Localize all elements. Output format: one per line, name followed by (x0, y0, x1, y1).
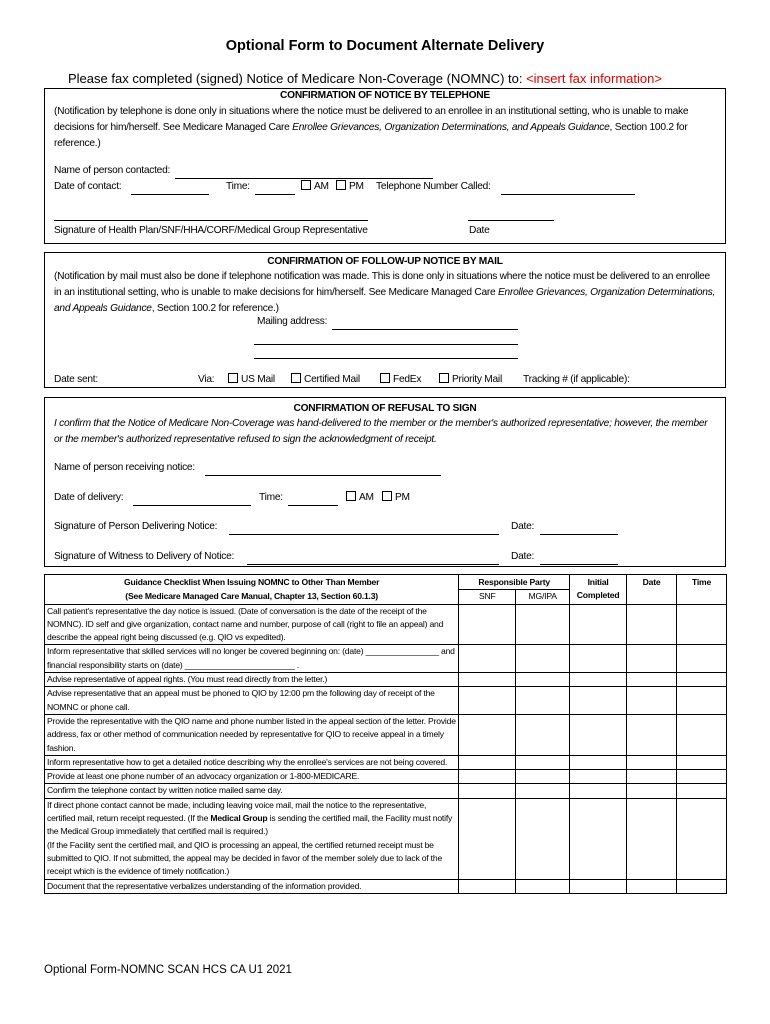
fedex-option[interactable]: FedEx (380, 372, 421, 388)
snf-cell[interactable] (459, 714, 516, 755)
initial-cell[interactable] (570, 798, 627, 879)
witness-signature-label: Signature of Witness to Delivery of Notice: (54, 551, 235, 562)
date-header: Date (627, 575, 677, 605)
page-title: Optional Form to Document Alternate Delivery (225, 38, 545, 54)
witness-date-field[interactable] (540, 564, 618, 565)
us-mail-checkbox[interactable] (228, 373, 238, 383)
delivery-time-field[interactable] (288, 505, 338, 506)
delivery-time-label: Time: (259, 492, 283, 503)
telephone-paragraph: (Notification by telephone is done only in situations where the notice must be delivered to an enrollee in an institutional setting, who is unable to make decisions for him/herself. See Medicare Managed Care Enrollee Grievances, Organization Determinations, and Appeals Guidance, Section 100.2 for reference.) (54, 106, 689, 149)
phone-called-field[interactable] (501, 194, 635, 195)
table-row (45, 645, 727, 673)
time-cell[interactable] (677, 784, 727, 798)
time-cell[interactable] (677, 798, 727, 879)
date-cell[interactable] (627, 645, 677, 673)
mg-cell[interactable] (516, 798, 570, 879)
time-cell[interactable] (677, 604, 727, 645)
table-row (45, 714, 727, 755)
signature-date-field[interactable] (468, 220, 554, 221)
pm-option[interactable]: PM (336, 179, 364, 195)
refusal-section (44, 397, 726, 567)
row-text: Call patient's representative the day notice is issued. (Date of conversation is the date of the receipt of the NOMNC). ID self and give organization, contact name and number, purpose of call (right to file an appeal) and describe the appeal right being discussed (e.g. QIO vs expedited). (45, 604, 459, 645)
contact-time-label: Time: (226, 181, 250, 192)
fax-instruction (68, 71, 662, 86)
table-row (45, 755, 727, 769)
priority-mail-option[interactable]: Priority Mail (439, 372, 502, 388)
snf-cell[interactable] (459, 770, 516, 784)
initial-cell[interactable] (570, 673, 627, 687)
snf-cell[interactable] (459, 673, 516, 687)
time-cell[interactable] (677, 714, 727, 755)
time-cell[interactable] (677, 770, 727, 784)
table-row (45, 687, 727, 715)
priority-mail-checkbox[interactable] (439, 373, 449, 383)
snf-header: SNF (459, 590, 516, 604)
date-cell[interactable] (627, 770, 677, 784)
table-row (45, 879, 727, 893)
delivery-am-checkbox[interactable] (346, 491, 356, 501)
time-cell[interactable] (677, 879, 727, 893)
tracking-label: Tracking # (if applicable): (523, 374, 630, 385)
mg-ipa-header: MG/IPA (516, 590, 570, 604)
certified-mail-option[interactable]: Certified Mail (291, 372, 360, 388)
table-row (45, 673, 727, 687)
via-label: Via: (198, 374, 215, 385)
time-cell[interactable] (677, 645, 727, 673)
deliverer-date-label: Date: (511, 521, 535, 532)
row-text: Document that the representative verbalizes understanding of the information provided. (45, 879, 459, 893)
snf-cell[interactable] (459, 879, 516, 893)
date-sent-label: Date sent: (54, 374, 98, 385)
witness-date-label: Date: (511, 551, 535, 562)
mg-cell[interactable] (516, 755, 570, 769)
initial-cell[interactable] (570, 687, 627, 715)
fax-placeholder[interactable]: <insert fax information> (526, 71, 662, 86)
table-row (45, 604, 727, 645)
telephone-section (44, 88, 726, 244)
mg-cell[interactable] (516, 645, 570, 673)
snf-cell[interactable] (459, 784, 516, 798)
time-cell[interactable] (677, 687, 727, 715)
date-cell[interactable] (627, 755, 677, 769)
deliverer-signature-label: Signature of Person Delivering Notice: (54, 521, 218, 532)
responsible-party-header: Responsible Party (459, 575, 570, 590)
snf-cell[interactable] (459, 645, 516, 673)
date-sent-field[interactable] (103, 387, 181, 388)
fedex-checkbox[interactable] (380, 373, 390, 383)
guidance-checklist-table (44, 574, 727, 894)
mail-paragraph: (Notification by mail must also be done if telephone notification was made. This is done only in situations where the notice must be delivered to an enrollee in an institutional setting, who is unable to make decisions for him/herself. See Medicare Managed Care Enrollee Grievances, Organization Determinations, and Appeals Guidance, Section 100.2 for reference.) (54, 271, 716, 314)
delivery-pm-checkbox[interactable] (382, 491, 392, 501)
receiver-name-label: Name of person receiving notice: (54, 462, 195, 473)
signature-label: Signature of Health Plan/SNF/HHA/CORF/Medical Group Representative (54, 225, 368, 236)
delivery-am-option[interactable]: AM (346, 490, 374, 506)
initial-cell[interactable] (570, 784, 627, 798)
mg-cell[interactable] (516, 784, 570, 798)
row-text: Confirm the telephone contact by written notice mailed same day. (45, 784, 459, 798)
delivery-date-label: Date of delivery: (54, 492, 124, 503)
deliverer-signature-field[interactable] (229, 534, 499, 535)
mg-cell[interactable] (516, 714, 570, 755)
table-row (45, 784, 727, 798)
signature-date-label: Date (469, 225, 490, 236)
table-row (45, 798, 727, 879)
representative-signature-field[interactable] (54, 220, 368, 221)
time-cell[interactable] (677, 673, 727, 687)
row-text: Provide the representative with the QIO name and phone number listed in the appeal section of the letter. Provide address, fax or other method of communication needed by representative for QIO to receive appeal in a timely fashion. (45, 714, 459, 755)
mg-cell[interactable] (516, 687, 570, 715)
date-cell[interactable] (627, 687, 677, 715)
initial-cell[interactable] (570, 879, 627, 893)
date-cell[interactable] (627, 604, 677, 645)
row-text: Inform representative how to get a detailed notice describing why the enrollee's services are not being covered. (45, 755, 459, 769)
mailing-address-label: Mailing address: (257, 316, 328, 327)
date-cell[interactable] (627, 673, 677, 687)
phone-called-label: Telephone Number Called: (376, 181, 491, 192)
row-text: If direct phone contact cannot be made, including leaving voice mail, mail the notice to the representative, certified mail, return receipt requested. (If the Medical Group is sending the certified mail, the Facility must notify the Medical Group immediately that certified mail is required.) (If the Facility sent the certified mail, and QIO is processing an appeal, the certified returned receipt must be submitted to QIO. If not submitted, the appeal may be decided in favor of the member solely due to lack of the receipt which is the evidence of timely notification.) (45, 798, 459, 879)
initial-cell[interactable] (570, 714, 627, 755)
snf-cell[interactable] (459, 687, 516, 715)
am-option[interactable]: AM (301, 179, 329, 195)
mailing-address-line-3[interactable] (254, 358, 518, 359)
receiver-name-field[interactable] (205, 475, 441, 476)
initial-cell[interactable] (570, 755, 627, 769)
snf-cell[interactable] (459, 798, 516, 879)
contact-time-field[interactable] (255, 194, 295, 195)
table-header-row (45, 575, 727, 590)
deliverer-date-field[interactable] (540, 534, 618, 535)
mg-cell[interactable] (516, 604, 570, 645)
row-text: Inform representative that skilled services will no longer be covered beginning on: (date) ________________ and financial responsibility starts on (date) ________________________ . (45, 645, 459, 673)
snf-cell[interactable] (459, 755, 516, 769)
row-text: Advise representative of appeal rights. (You must read directly from the letter.) (45, 673, 459, 687)
tracking-field[interactable] (642, 387, 716, 388)
snf-cell[interactable] (459, 604, 516, 645)
mailing-address-line-1[interactable] (332, 329, 518, 330)
initial-cell[interactable] (570, 645, 627, 673)
refusal-heading: CONFIRMATION OF REFUSAL TO SIGN (293, 403, 477, 414)
page-footer: Optional Form-NOMNC SCAN HCS CA U1 2021 (44, 964, 292, 976)
table-row (45, 770, 727, 784)
refusal-paragraph: I confirm that the Notice of Medicare Non-Coverage was hand-delivered to the member or the member's authorized representative; however, the member or the member's authorized representative refused to sign the acknowledgment of receipt. (54, 418, 708, 445)
contact-date-field[interactable] (131, 194, 209, 195)
row-text: Provide at least one phone number of an advocacy organization or 1-800-MEDICARE. (45, 770, 459, 784)
checklist-heading: Guidance Checklist When Issuing NOMNC to Other Than Member (See Medicare Managed Care Manual, Chapter 13, Section 60.1.3) (45, 575, 459, 605)
time-cell[interactable] (677, 755, 727, 769)
contact-name-label: Name of person contacted: (54, 165, 171, 176)
delivery-date-field[interactable] (133, 505, 251, 506)
row-text: Advise representative that an appeal must be phoned to QIO by 12:00 pm the following day of receipt of the NOMNC or phone call. (45, 687, 459, 715)
am-checkbox[interactable] (301, 180, 311, 190)
time-header: Time (677, 575, 727, 605)
us-mail-option[interactable]: US Mail (228, 372, 275, 388)
date-cell[interactable] (627, 798, 677, 879)
mailing-address-line-2[interactable] (254, 344, 518, 345)
witness-signature-field[interactable] (247, 564, 499, 565)
telephone-heading: CONFIRMATION OF NOTICE BY TELEPHONE (280, 90, 490, 101)
mg-cell[interactable] (516, 879, 570, 893)
mail-section (44, 252, 726, 388)
contact-date-label: Date of contact: (54, 181, 122, 192)
date-cell[interactable] (627, 714, 677, 755)
initial-completed-header: Initial Completed (570, 575, 627, 605)
mg-cell[interactable] (516, 770, 570, 784)
mg-cell[interactable] (516, 673, 570, 687)
initial-cell[interactable] (570, 770, 627, 784)
mail-heading: CONFIRMATION OF FOLLOW-UP NOTICE BY MAIL (267, 256, 503, 267)
delivery-pm-option[interactable]: PM (382, 490, 410, 506)
date-cell[interactable] (627, 879, 677, 893)
initial-cell[interactable] (570, 604, 627, 645)
fax-text: Please fax completed (signed) Notice of Medicare Non-Coverage (NOMNC) to: (68, 71, 527, 86)
date-cell[interactable] (627, 784, 677, 798)
pm-checkbox[interactable] (336, 180, 346, 190)
certified-mail-checkbox[interactable] (291, 373, 301, 383)
